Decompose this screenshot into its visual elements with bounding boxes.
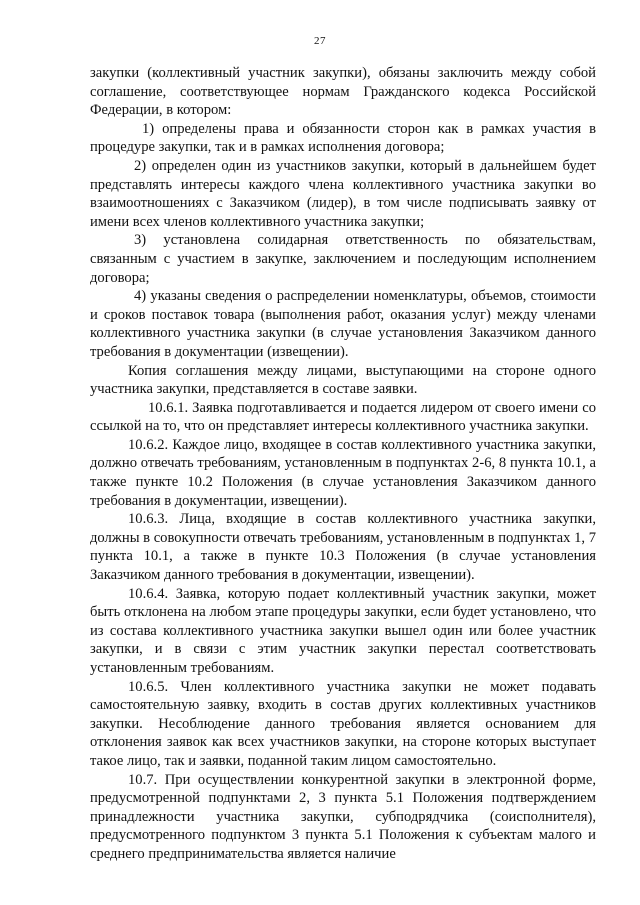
list-item-2: 2) определен один из участников закупки, который в дальнейшем будет представлять интересы каждого члена коллективного участника закупки во взаимоотношениях с Заказчиком (лидер), в том числе подписывать заявку от имени всех членов коллективного участника закупки; xyxy=(90,157,596,230)
list-item-1: 1) определены права и обязанности сторон как в рамках участия в процедуре закупки, так и в рамках исполнения договора; xyxy=(90,120,596,156)
clause-10-6-3: 10.6.3. Лица, входящие в состав коллективного участника закупки, должны в совокупности отвечать требованиям, установленным в подпунктах 1, 7 пункта 10.1, а также в пункте 10.3 Положения (в случае установления Заказчиком данного требования в документации, извещении). xyxy=(90,511,596,584)
clause-10-7: 10.7. При осуществлении конкурентной закупки в электронной форме, предусмотренной подпунктами 2, 3 пункта 5.1 Положения подтверждением принадлежности участника закупки, субподрядчика (соисполнителя), предусмотренного подпунктом 3 пункта 5.1 Положения к субъектам малого и среднего предпринимательства является наличие xyxy=(90,771,596,862)
document-body xyxy=(90,64,596,864)
page-number: 27 xyxy=(314,35,326,47)
clause-10-6-5: 10.6.5. Член коллективного участника закупки не может подавать самостоятельную заявку, входить в состав других коллективных участников закупки. Несоблюдение данного требования является основанием для отклонения заявок как всех участников закупки, на стороне которых выступает такое лицо, так и заявки, поданной таким лицом самостоятельно. xyxy=(90,678,596,769)
clause-10-6-4: 10.6.4. Заявка, которую подает коллективный участник закупки, может быть отклонена на любом этапе процедуры закупки, если будет установлено, что из состава коллективного участника закупки вышел один или более участник закупки, и в связи с этим участник закупки перестал соответствовать установленным требованиям. xyxy=(90,585,596,676)
clause-10-6-1: 10.6.1. Заявка подготавливается и подается лидером от своего имени со ссылкой на то, что он представляет интересы коллективного участника закупки. xyxy=(90,399,596,435)
paragraph-agreement-copy: Копия соглашения между лицами, выступающими на стороне одного участника закупки, представляется в составе заявки. xyxy=(90,362,596,398)
paragraph-agreement-intro: закупки (коллективный участник закупки), обязаны заключить между собой соглашение, соответствующее нормам Гражданского кодекса Российской Федерации, в котором: xyxy=(90,65,596,119)
clause-10-6-2: 10.6.2. Каждое лицо, входящее в состав коллективного участника закупки, должно отвечать требованиям, установленным в подпунктах 2-6, 8 пункта 10.1, а также пункте 10.2 Положения (в случае установления Заказчиком данного требования в документации, извещении). xyxy=(90,436,596,509)
list-item-3: 3) установлена солидарная ответственность по обязательствам, связанным с участием в закупке, заключением и последующим исполнением договора; xyxy=(90,232,596,286)
list-item-4: 4) указаны сведения о распределении номенклатуры, объемов, стоимости и сроков поставок товара (выполнения работ, оказания услуг) между членами коллективного участника закупки (в случае установления Заказчиком данного требования в документации (извещении). xyxy=(90,288,596,360)
